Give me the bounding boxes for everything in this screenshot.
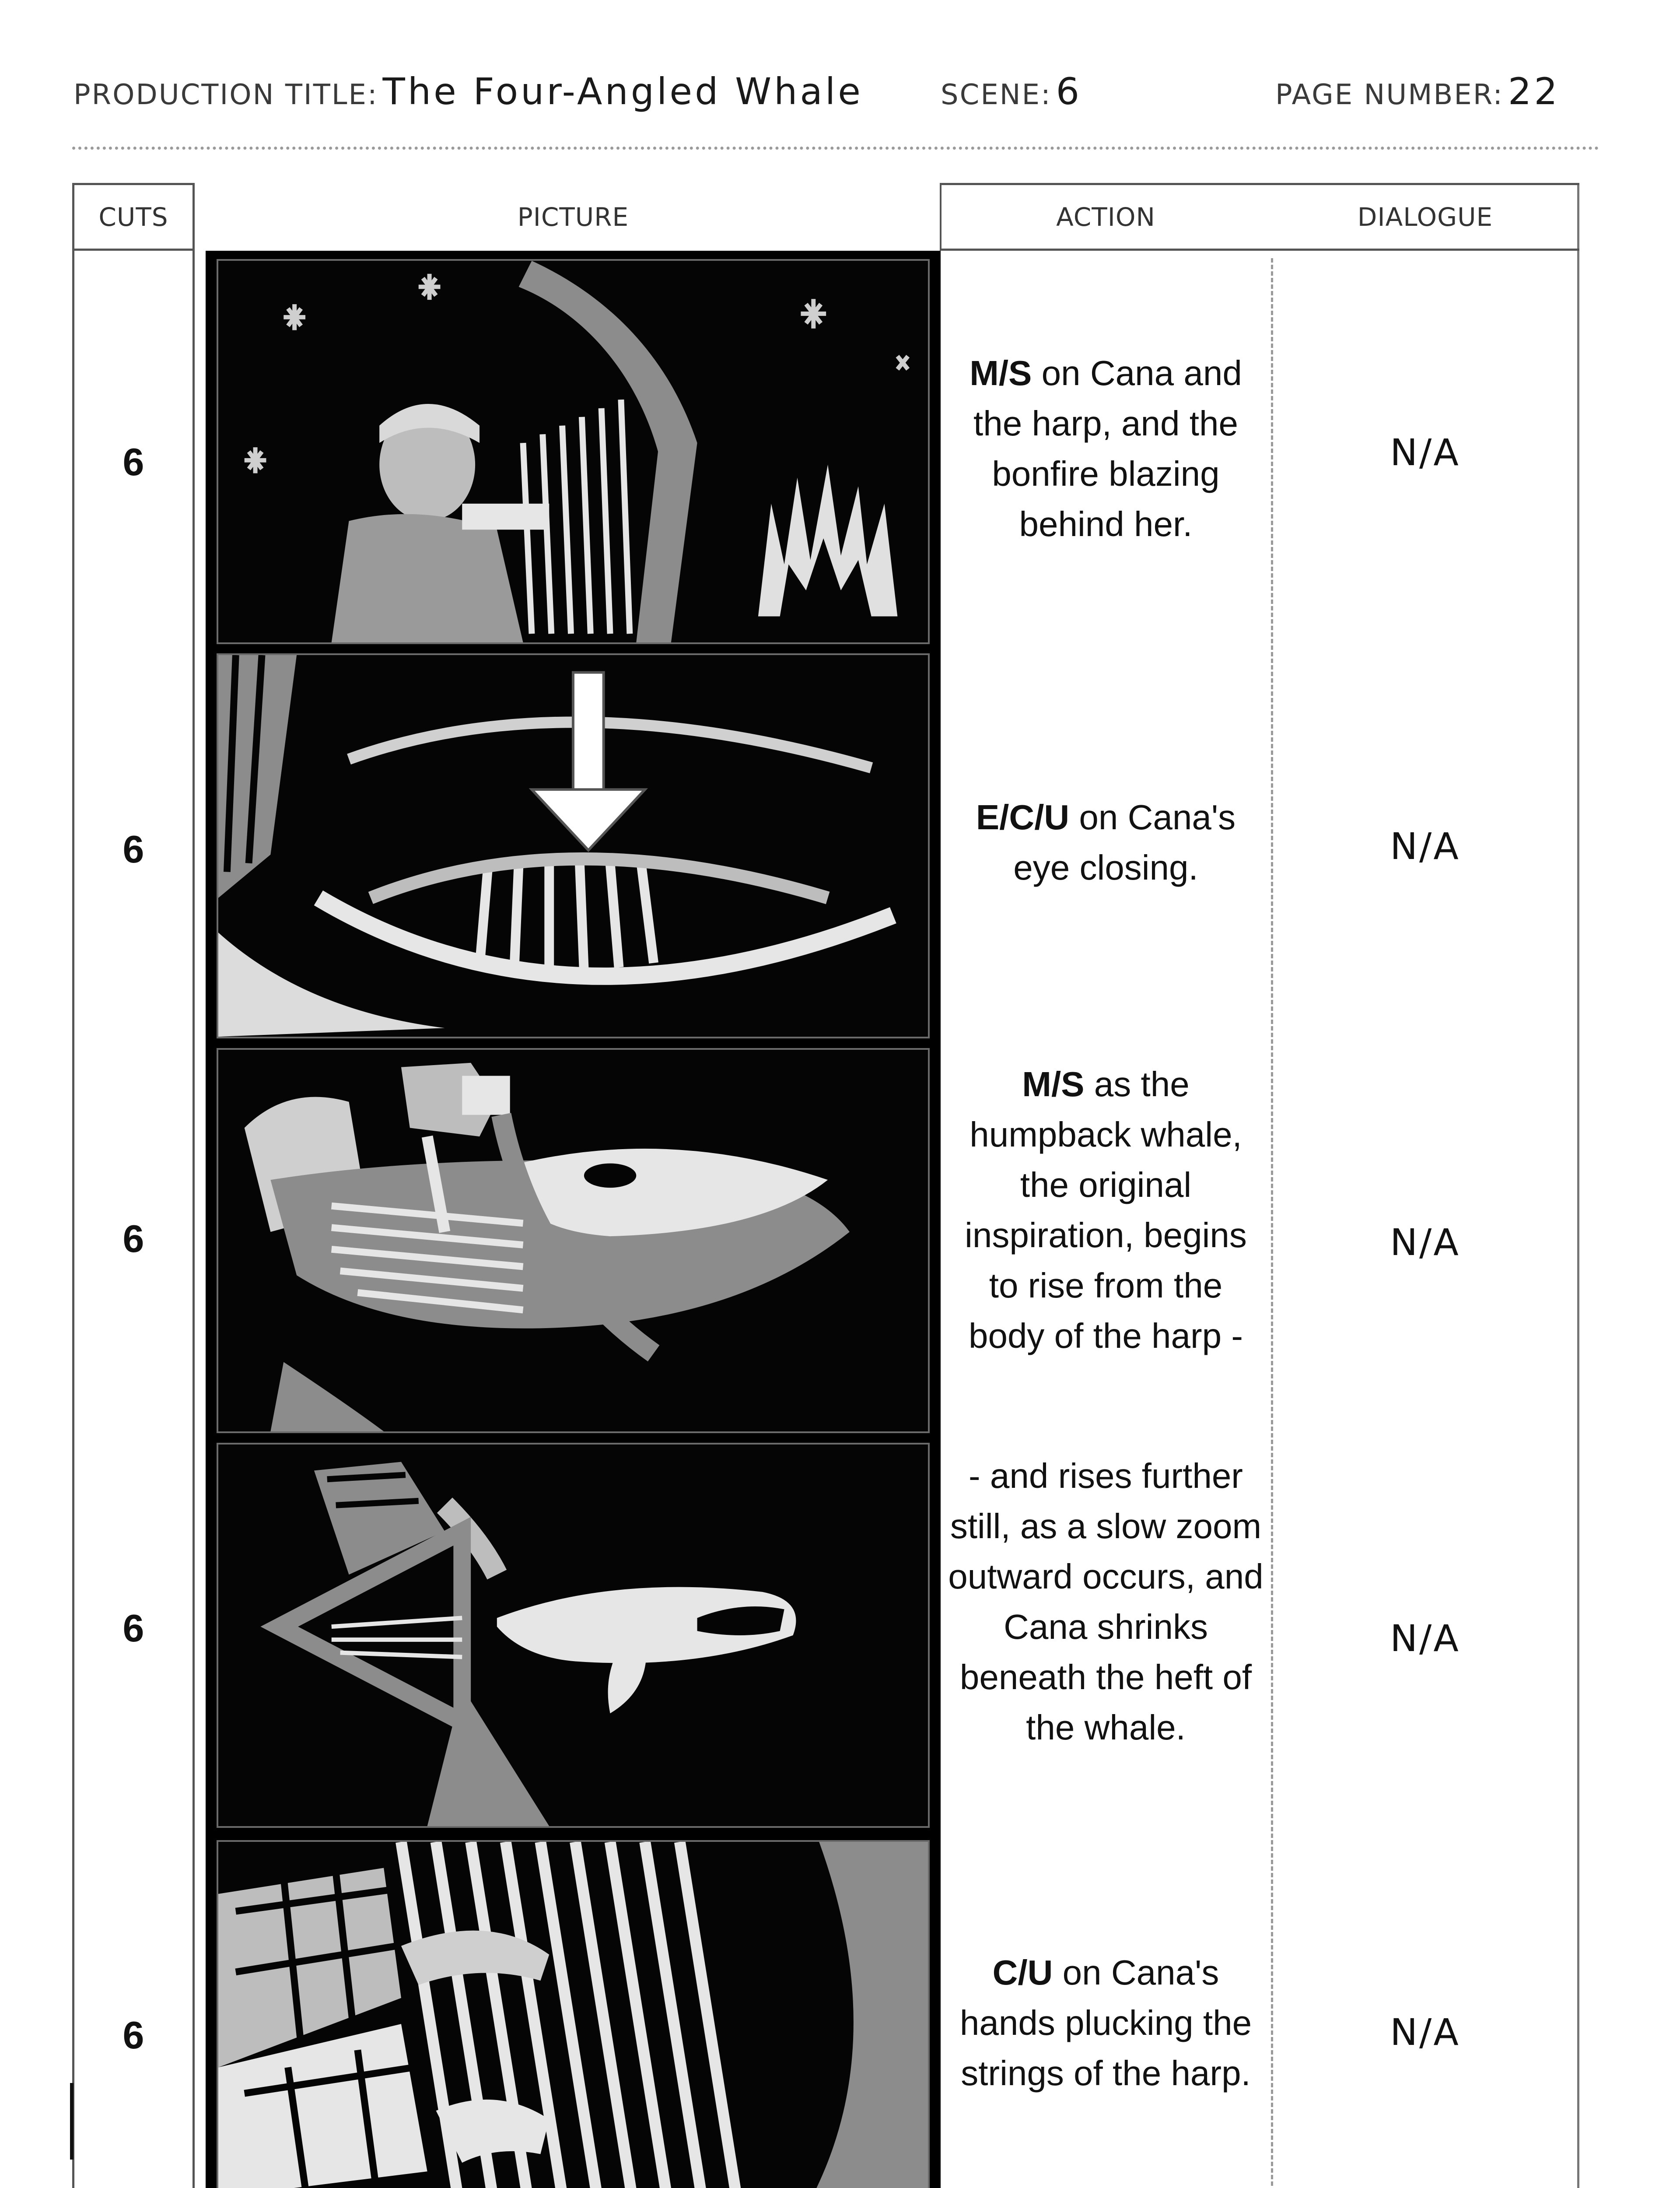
cut-number: 6 — [122, 2013, 144, 2057]
action-text — [947, 1451, 1264, 1753]
production-title — [74, 70, 863, 123]
column-header-cuts: CUTS — [98, 202, 168, 232]
storyboard-frame-cana-harp-bonfire — [217, 259, 930, 644]
production-title-label: PRODUCTION TITLE: — [74, 79, 378, 111]
shot-type: M/S — [970, 354, 1032, 393]
storyboard-frame-whale-rising — [217, 1048, 930, 1433]
dialogue-text: N/A — [1390, 431, 1460, 474]
page-number — [1275, 70, 1560, 123]
shot-type: M/S — [1022, 1065, 1085, 1104]
storyboard-frame-eye-closing — [217, 653, 930, 1038]
column-header-dialogue: DIALOGUE — [1357, 202, 1493, 232]
column-header-action: ACTION — [1056, 202, 1155, 232]
storyboard-frame-hands-plucking — [217, 1840, 930, 2188]
action-description: on Cana's eye closing. — [1013, 798, 1236, 887]
shot-type: C/U — [992, 1953, 1053, 1992]
dialogue-text: N/A — [1390, 1221, 1460, 1264]
action-description: - and rises further still, as a slow zoom outward occurs, and Cana shrinks beneath the heft of the whale. — [948, 1456, 1264, 1747]
shot-type: E/C/U — [976, 798, 1070, 837]
header-divider — [72, 147, 1599, 150]
page-number-value: 22 — [1508, 70, 1560, 113]
cut-number: 6 — [122, 828, 144, 871]
scene — [941, 70, 1082, 123]
action-description: on Cana's hands plucking the strings of the harp. — [959, 1953, 1252, 2093]
action-description: as the humpback whale, the original inspiration, begins to rise from the body of the harp - — [965, 1065, 1247, 1355]
scene-value: 6 — [1056, 70, 1082, 113]
action-description: on Cana and the harp, and the bonfire blazing behind her. — [973, 354, 1242, 543]
action-text — [947, 792, 1264, 893]
column-header-picture: PICTURE — [206, 183, 941, 251]
margin-mark — [70, 2083, 74, 2160]
dialogue-text: N/A — [1390, 2011, 1460, 2054]
cut-number: 6 — [122, 1217, 144, 1260]
action-text — [947, 348, 1264, 549]
action-text — [947, 1947, 1264, 2098]
dialogue-text: N/A — [1390, 825, 1460, 868]
cut-number: 6 — [122, 1606, 144, 1650]
page-number-label: PAGE NUMBER: — [1275, 79, 1504, 111]
storyboard-frame-zoom-out-whale — [217, 1443, 930, 1828]
action-text — [947, 1059, 1264, 1361]
cut-number: 6 — [122, 440, 144, 484]
production-title-value: The Four-Angled Whale — [382, 70, 863, 113]
dialogue-text: N/A — [1390, 1617, 1460, 1660]
scene-label: SCENE: — [941, 79, 1052, 111]
